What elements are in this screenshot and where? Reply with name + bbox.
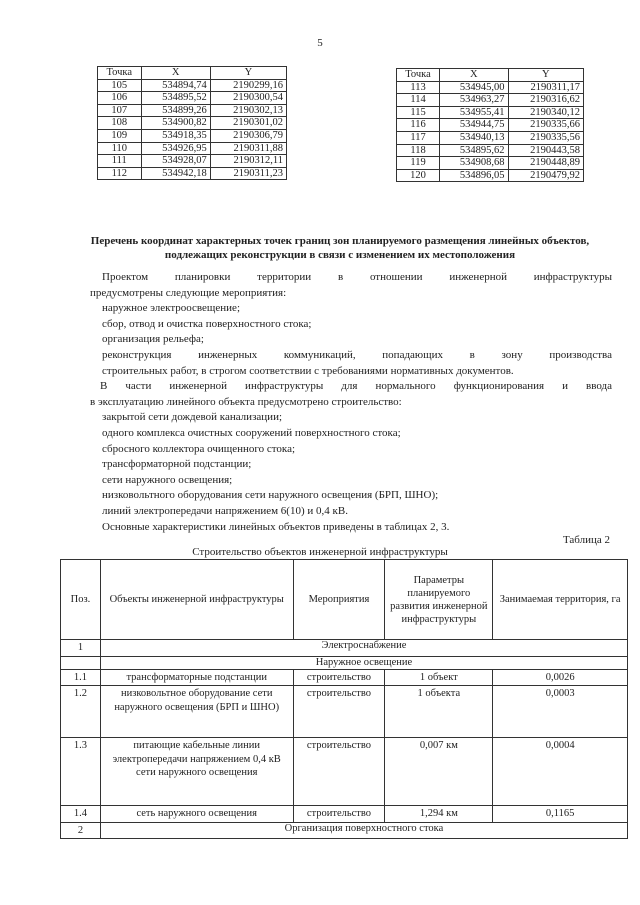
section-title: Организация поверхностного стока xyxy=(100,822,627,839)
cell-point: 119 xyxy=(397,157,440,170)
col-header-params: Параметры планируемого развития инженерной инфраструктуры xyxy=(385,560,493,640)
table-row xyxy=(98,129,287,142)
table-row xyxy=(98,167,287,180)
table-label: Таблица 2 xyxy=(562,534,610,546)
table-header-row xyxy=(397,69,584,82)
cell-area: 0,0026 xyxy=(493,669,628,686)
paragraph-tables-ref: Основные характеристики линейных объектов приведены в таблицах 2, 3. xyxy=(102,520,450,533)
paragraph-intro-line2: предусмотрены следующие мероприятия: xyxy=(90,286,287,299)
cell-pos: 1.3 xyxy=(61,738,101,806)
table-row xyxy=(397,169,584,182)
table-header-row xyxy=(61,560,628,640)
cell-point: 113 xyxy=(397,81,440,94)
cell-object: трансформаторные подстанции xyxy=(100,669,293,686)
table-title: Строительство объектов инженерной инфраструктуры xyxy=(192,546,448,558)
cell-y: 2190301,02 xyxy=(210,117,286,130)
col-header-objects: Объекты инженерной инфраструктуры xyxy=(100,560,293,640)
page-number: 5 xyxy=(317,37,323,49)
cell-point: 111 xyxy=(98,155,142,168)
cell-x: 534928,07 xyxy=(141,155,210,168)
cell-param: 1 объекта xyxy=(385,686,493,738)
cell-x: 534896,05 xyxy=(440,169,508,182)
cell-x: 534940,13 xyxy=(440,131,508,144)
table-row xyxy=(397,81,584,94)
cell-measure: строительство xyxy=(293,686,385,738)
cell-x: 534942,18 xyxy=(141,167,210,180)
col-header-pos: Поз. xyxy=(61,560,101,640)
cell-x: 534895,62 xyxy=(440,144,508,157)
cell-param: 1 объект xyxy=(385,669,493,686)
cell-y: 2190311,88 xyxy=(210,142,286,155)
table-row xyxy=(61,738,628,806)
cell-point: 117 xyxy=(397,131,440,144)
cell-y: 2190316,62 xyxy=(508,94,583,107)
cell-y: 2190311,23 xyxy=(210,167,286,180)
table-row xyxy=(397,157,584,170)
list-item-reconstruction-line1: реконструкция инженерных коммуникаций, попадающих в зону производства xyxy=(102,348,612,361)
cell-y: 2190302,13 xyxy=(210,104,286,117)
cell-y: 2190340,12 xyxy=(508,106,583,119)
table-row xyxy=(397,144,584,157)
cell-point: 107 xyxy=(98,104,142,117)
paragraph-intro-line1: Проектом планировки территории в отношении инженерной инфраструктуры xyxy=(102,271,612,283)
cell-point: 110 xyxy=(98,142,142,155)
table-row xyxy=(61,686,628,738)
cell-point: 108 xyxy=(98,117,142,130)
cell-point: 120 xyxy=(397,169,440,182)
table-row xyxy=(397,94,584,107)
table-row xyxy=(98,104,287,117)
list-item: наружное электроосвещение; xyxy=(102,302,240,315)
cell-area: 0,0004 xyxy=(493,738,628,806)
table-row xyxy=(397,119,584,132)
infrastructure-table xyxy=(60,559,628,839)
coords-table-right xyxy=(396,68,584,182)
col-header-measures: Мероприятия xyxy=(293,560,385,640)
cell-measure: строительство xyxy=(293,669,385,686)
section-heading: Перечень координат характерных точек границ зон планируемого размещения линейных объектов, подлежащих реконструкции в связи с изменением их местоположения xyxy=(90,235,590,261)
cell-pos: 2 xyxy=(61,822,101,839)
col-header-x: X xyxy=(141,67,210,80)
cell-point: 106 xyxy=(98,92,142,105)
cell-point: 115 xyxy=(397,106,440,119)
cell-x: 534945,00 xyxy=(440,81,508,94)
cell-object: питающие кабельные линии электропередачи напряжением 0,4 кВ сети наружного освещения xyxy=(100,738,293,806)
cell-x: 534900,82 xyxy=(141,117,210,130)
list-item: низковольтного оборудования сети наружного освещения (БРП, ШНО); xyxy=(102,489,439,502)
cell-pos-empty xyxy=(61,656,101,669)
list-item: закрытой сети дождевой канализации; xyxy=(102,411,283,424)
paragraph-engineering-line2: в эксплуатацию линейного объекта предусмотрено строительство: xyxy=(90,395,402,408)
list-item-reconstruction-line2: строительных работ, в строгом соответствии с требованиями нормативных документов. xyxy=(102,364,514,377)
cell-pos: 1.1 xyxy=(61,669,101,686)
cell-point: 118 xyxy=(397,144,440,157)
cell-x: 534894,74 xyxy=(141,79,210,92)
cell-measure: строительство xyxy=(293,806,385,823)
table-row xyxy=(98,155,287,168)
col-header-point: Точка xyxy=(397,69,440,82)
cell-pos: 1.2 xyxy=(61,686,101,738)
cell-x: 534963,27 xyxy=(440,94,508,107)
cell-object: низковольтное оборудование сети наружного освещения (БРП и ШНО) xyxy=(100,686,293,738)
cell-param: 1,294 км xyxy=(385,806,493,823)
cell-y: 2190443,58 xyxy=(508,144,583,157)
cell-pos: 1.4 xyxy=(61,806,101,823)
col-header-y: Y xyxy=(508,69,583,82)
cell-y: 2190311,17 xyxy=(508,81,583,94)
cell-y: 2190335,66 xyxy=(508,119,583,132)
cell-area: 0,1165 xyxy=(493,806,628,823)
cell-x: 534955,41 xyxy=(440,106,508,119)
cell-area: 0,0003 xyxy=(493,686,628,738)
cell-x: 534918,35 xyxy=(141,129,210,142)
list-item: организация рельефа; xyxy=(102,333,204,346)
cell-object: сеть наружного освещения xyxy=(100,806,293,823)
cell-y: 2190299,16 xyxy=(210,79,286,92)
table-row xyxy=(98,79,287,92)
list-item: сбор, отвод и очистка поверхностного стока; xyxy=(102,317,312,330)
body-text xyxy=(90,270,612,535)
list-item: линий электропередачи напряжением 6(10) и 0,4 кВ. xyxy=(102,504,348,517)
list-item: одного комплекса очистных сооружений поверхностного стока; xyxy=(102,426,401,439)
section-title: Электроснабжение xyxy=(100,640,627,657)
cell-y: 2190479,92 xyxy=(508,169,583,182)
cell-x: 534908,68 xyxy=(440,157,508,170)
table-row xyxy=(98,117,287,130)
table-row xyxy=(61,669,628,686)
cell-y: 2190306,79 xyxy=(210,129,286,142)
col-header-x: X xyxy=(440,69,508,82)
cell-y: 2190448,89 xyxy=(508,157,583,170)
cell-measure: строительство xyxy=(293,738,385,806)
list-item: сбросного коллектора очищенного стока; xyxy=(102,442,296,455)
list-item: трансформаторной подстанции; xyxy=(102,458,252,471)
cell-x: 534895,52 xyxy=(141,92,210,105)
cell-point: 105 xyxy=(98,79,142,92)
cell-x: 534926,95 xyxy=(141,142,210,155)
cell-x: 534899,26 xyxy=(141,104,210,117)
section-row xyxy=(61,822,628,839)
col-header-point: Точка xyxy=(98,67,142,80)
section-row xyxy=(61,640,628,657)
cell-pos: 1 xyxy=(61,640,101,657)
col-header-area: Занимаемая территория, га xyxy=(493,560,628,640)
paragraph-engineering-line1: В части инженерной инфраструктуры для нормального функционирования и ввода xyxy=(100,380,612,393)
table-row xyxy=(397,106,584,119)
cell-param: 0,007 км xyxy=(385,738,493,806)
table-row xyxy=(98,92,287,105)
table-header-row xyxy=(98,67,287,80)
subsection-row xyxy=(61,656,628,669)
coords-table-left xyxy=(97,66,287,180)
subsection-title: Наружное освещение xyxy=(100,656,627,669)
col-header-y: Y xyxy=(210,67,286,80)
table-row xyxy=(98,142,287,155)
table-row xyxy=(397,131,584,144)
cell-x: 534944,75 xyxy=(440,119,508,132)
cell-y: 2190300,54 xyxy=(210,92,286,105)
cell-y: 2190312,11 xyxy=(210,155,286,168)
list-item: сети наружного освещения; xyxy=(102,473,233,486)
cell-point: 116 xyxy=(397,119,440,132)
cell-point: 112 xyxy=(98,167,142,180)
cell-point: 114 xyxy=(397,94,440,107)
cell-point: 109 xyxy=(98,129,142,142)
table-row xyxy=(61,806,628,823)
cell-y: 2190335,56 xyxy=(508,131,583,144)
